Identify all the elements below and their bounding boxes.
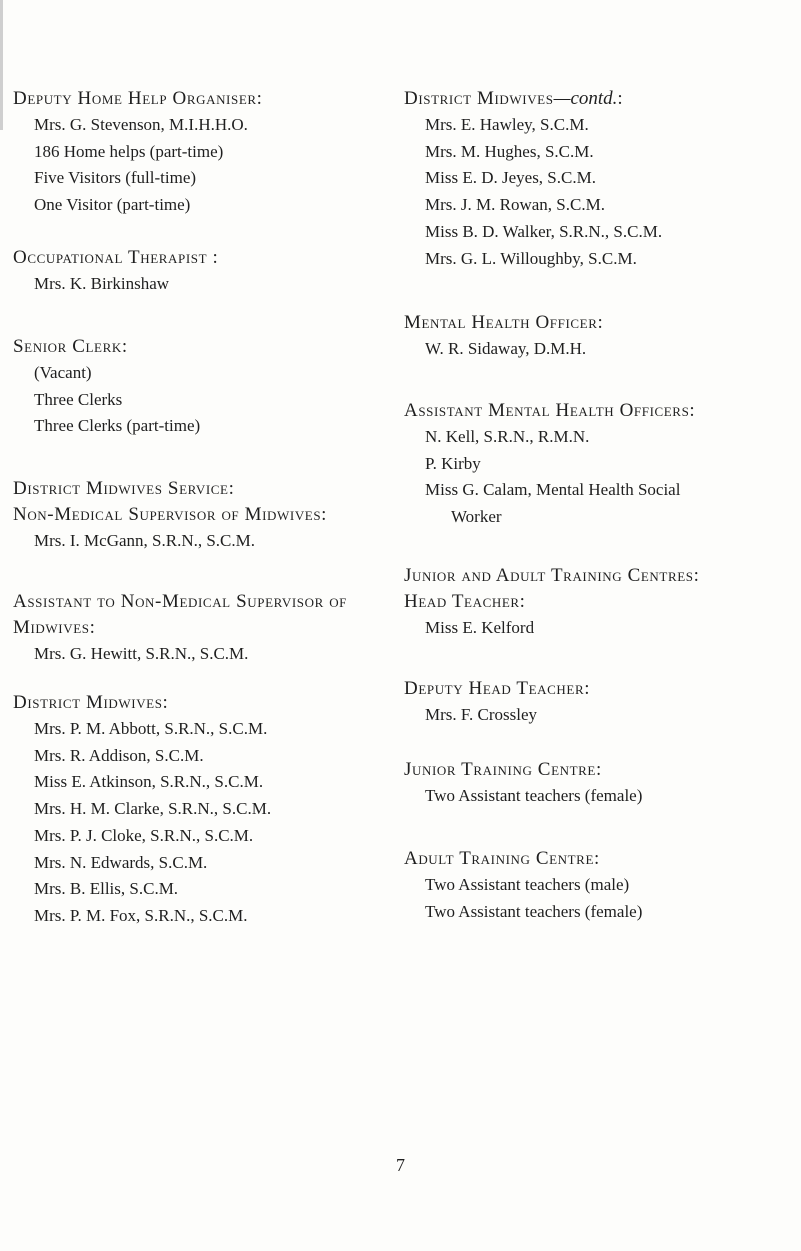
staff-entry: Two Assistant teachers (female) xyxy=(425,901,643,921)
section-heading: Adult Training Centre: xyxy=(404,848,600,869)
section-heading: Assistant to Non-Medical Supervisor of xyxy=(13,591,348,612)
section-junior-adult-training xyxy=(404,563,794,642)
section-heading: Deputy Home Help Organiser: xyxy=(13,88,263,109)
staff-entry: Miss B. D. Walker, S.R.N., S.C.M. xyxy=(425,221,663,241)
section-district-midwives-service xyxy=(13,476,383,555)
heading-text: District Midwives xyxy=(404,88,554,109)
section-assistant-mental-health xyxy=(404,398,794,531)
staff-entry: Miss G. Calam, Mental Health Social xyxy=(425,480,681,500)
staff-entry: One Visitor (part-time) xyxy=(34,195,191,215)
staff-entry: Mrs. G. Stevenson, M.I.H.H.O. xyxy=(34,115,248,134)
staff-entry: Mrs. P. M. Abbott, S.R.N., S.C.M. xyxy=(34,719,268,738)
section-adult-training-centre xyxy=(404,846,794,925)
staff-entry: Mrs. K. Birkinshaw xyxy=(34,274,170,293)
section-deputy-home-help xyxy=(13,86,383,219)
page-edge-mark xyxy=(0,0,3,130)
section-subheading: Head Teacher: xyxy=(404,591,526,612)
heading-contd: —contd. xyxy=(553,88,618,109)
section-district-midwives-contd xyxy=(404,86,794,272)
section-mental-health-officer xyxy=(404,310,794,363)
staff-entry: Miss E. D. Jeyes, S.C.M. xyxy=(425,168,596,188)
section-heading: Senior Clerk: xyxy=(13,336,128,357)
section-heading xyxy=(404,86,794,112)
section-junior-training-centre xyxy=(404,757,794,810)
section-heading: Occupational Therapist : xyxy=(13,247,219,268)
staff-entry: Mrs. I. McGann, S.R.N., S.C.M. xyxy=(34,531,256,550)
staff-entry-continuation: Worker xyxy=(451,507,502,527)
page-number: 7 xyxy=(396,1155,405,1175)
staff-entry: Three Clerks xyxy=(34,389,123,409)
staff-entry: 186 Home helps (part-time) xyxy=(34,141,224,161)
section-heading: District Midwives: xyxy=(13,692,169,713)
section-deputy-head-teacher xyxy=(404,676,794,729)
heading-colon: : xyxy=(617,88,624,109)
staff-entry: Mrs. P. M. Fox, S.R.N., S.C.M. xyxy=(34,905,248,925)
staff-entry: Mrs. H. M. Clarke, S.R.N., S.C.M. xyxy=(34,799,272,819)
staff-entry: W. R. Sidaway, D.M.H. xyxy=(425,339,587,358)
staff-entry: Three Clerks (part-time) xyxy=(34,416,201,436)
section-occupational-therapist xyxy=(13,245,383,298)
staff-entry: Mrs. P. J. Cloke, S.R.N., S.C.M. xyxy=(34,825,254,845)
section-heading: Junior Training Centre: xyxy=(404,759,602,780)
staff-entry: Mrs. G. L. Willoughby, S.C.M. xyxy=(425,248,637,268)
section-senior-clerk xyxy=(13,334,383,440)
section-heading: District Midwives Service: xyxy=(13,478,235,499)
staff-entry: Mrs. G. Hewitt, S.R.N., S.C.M. xyxy=(34,644,249,663)
section-heading: Assistant Mental Health Officers: xyxy=(404,400,696,421)
staff-entry: Miss E. Kelford xyxy=(425,618,535,637)
section-heading: Junior and Adult Training Centres: xyxy=(404,565,700,586)
staff-entry: (Vacant) xyxy=(34,363,92,382)
staff-entry: Mrs. M. Hughes, S.C.M. xyxy=(425,141,594,161)
section-heading: Mental Health Officer: xyxy=(404,312,604,333)
staff-entry: Two Assistant teachers (female) xyxy=(425,786,643,805)
staff-entry: Mrs. R. Addison, S.C.M. xyxy=(34,745,204,765)
section-district-midwives xyxy=(13,690,383,930)
staff-entry: Five Visitors (full-time) xyxy=(34,168,197,188)
staff-entry: Mrs. B. Ellis, S.C.M. xyxy=(34,879,179,899)
staff-entry: Miss E. Atkinson, S.R.N., S.C.M. xyxy=(34,772,264,792)
staff-entry: Mrs. J. M. Rowan, S.C.M. xyxy=(425,195,605,215)
staff-entry: Mrs. F. Crossley xyxy=(425,705,537,724)
section-heading: Deputy Head Teacher: xyxy=(404,678,591,699)
staff-entry: Mrs. N. Edwards, S.C.M. xyxy=(34,852,208,872)
staff-entry: Two Assistant teachers (male) xyxy=(425,875,630,894)
section-subheading: Midwives: xyxy=(13,617,96,638)
section-assistant-supervisor xyxy=(13,589,383,668)
section-subheading: Non-Medical Supervisor of Midwives: xyxy=(13,504,328,525)
staff-entry: N. Kell, S.R.N., R.M.N. xyxy=(425,427,590,446)
staff-entry: P. Kirby xyxy=(425,453,481,473)
staff-entry: Mrs. E. Hawley, S.C.M. xyxy=(425,115,589,134)
